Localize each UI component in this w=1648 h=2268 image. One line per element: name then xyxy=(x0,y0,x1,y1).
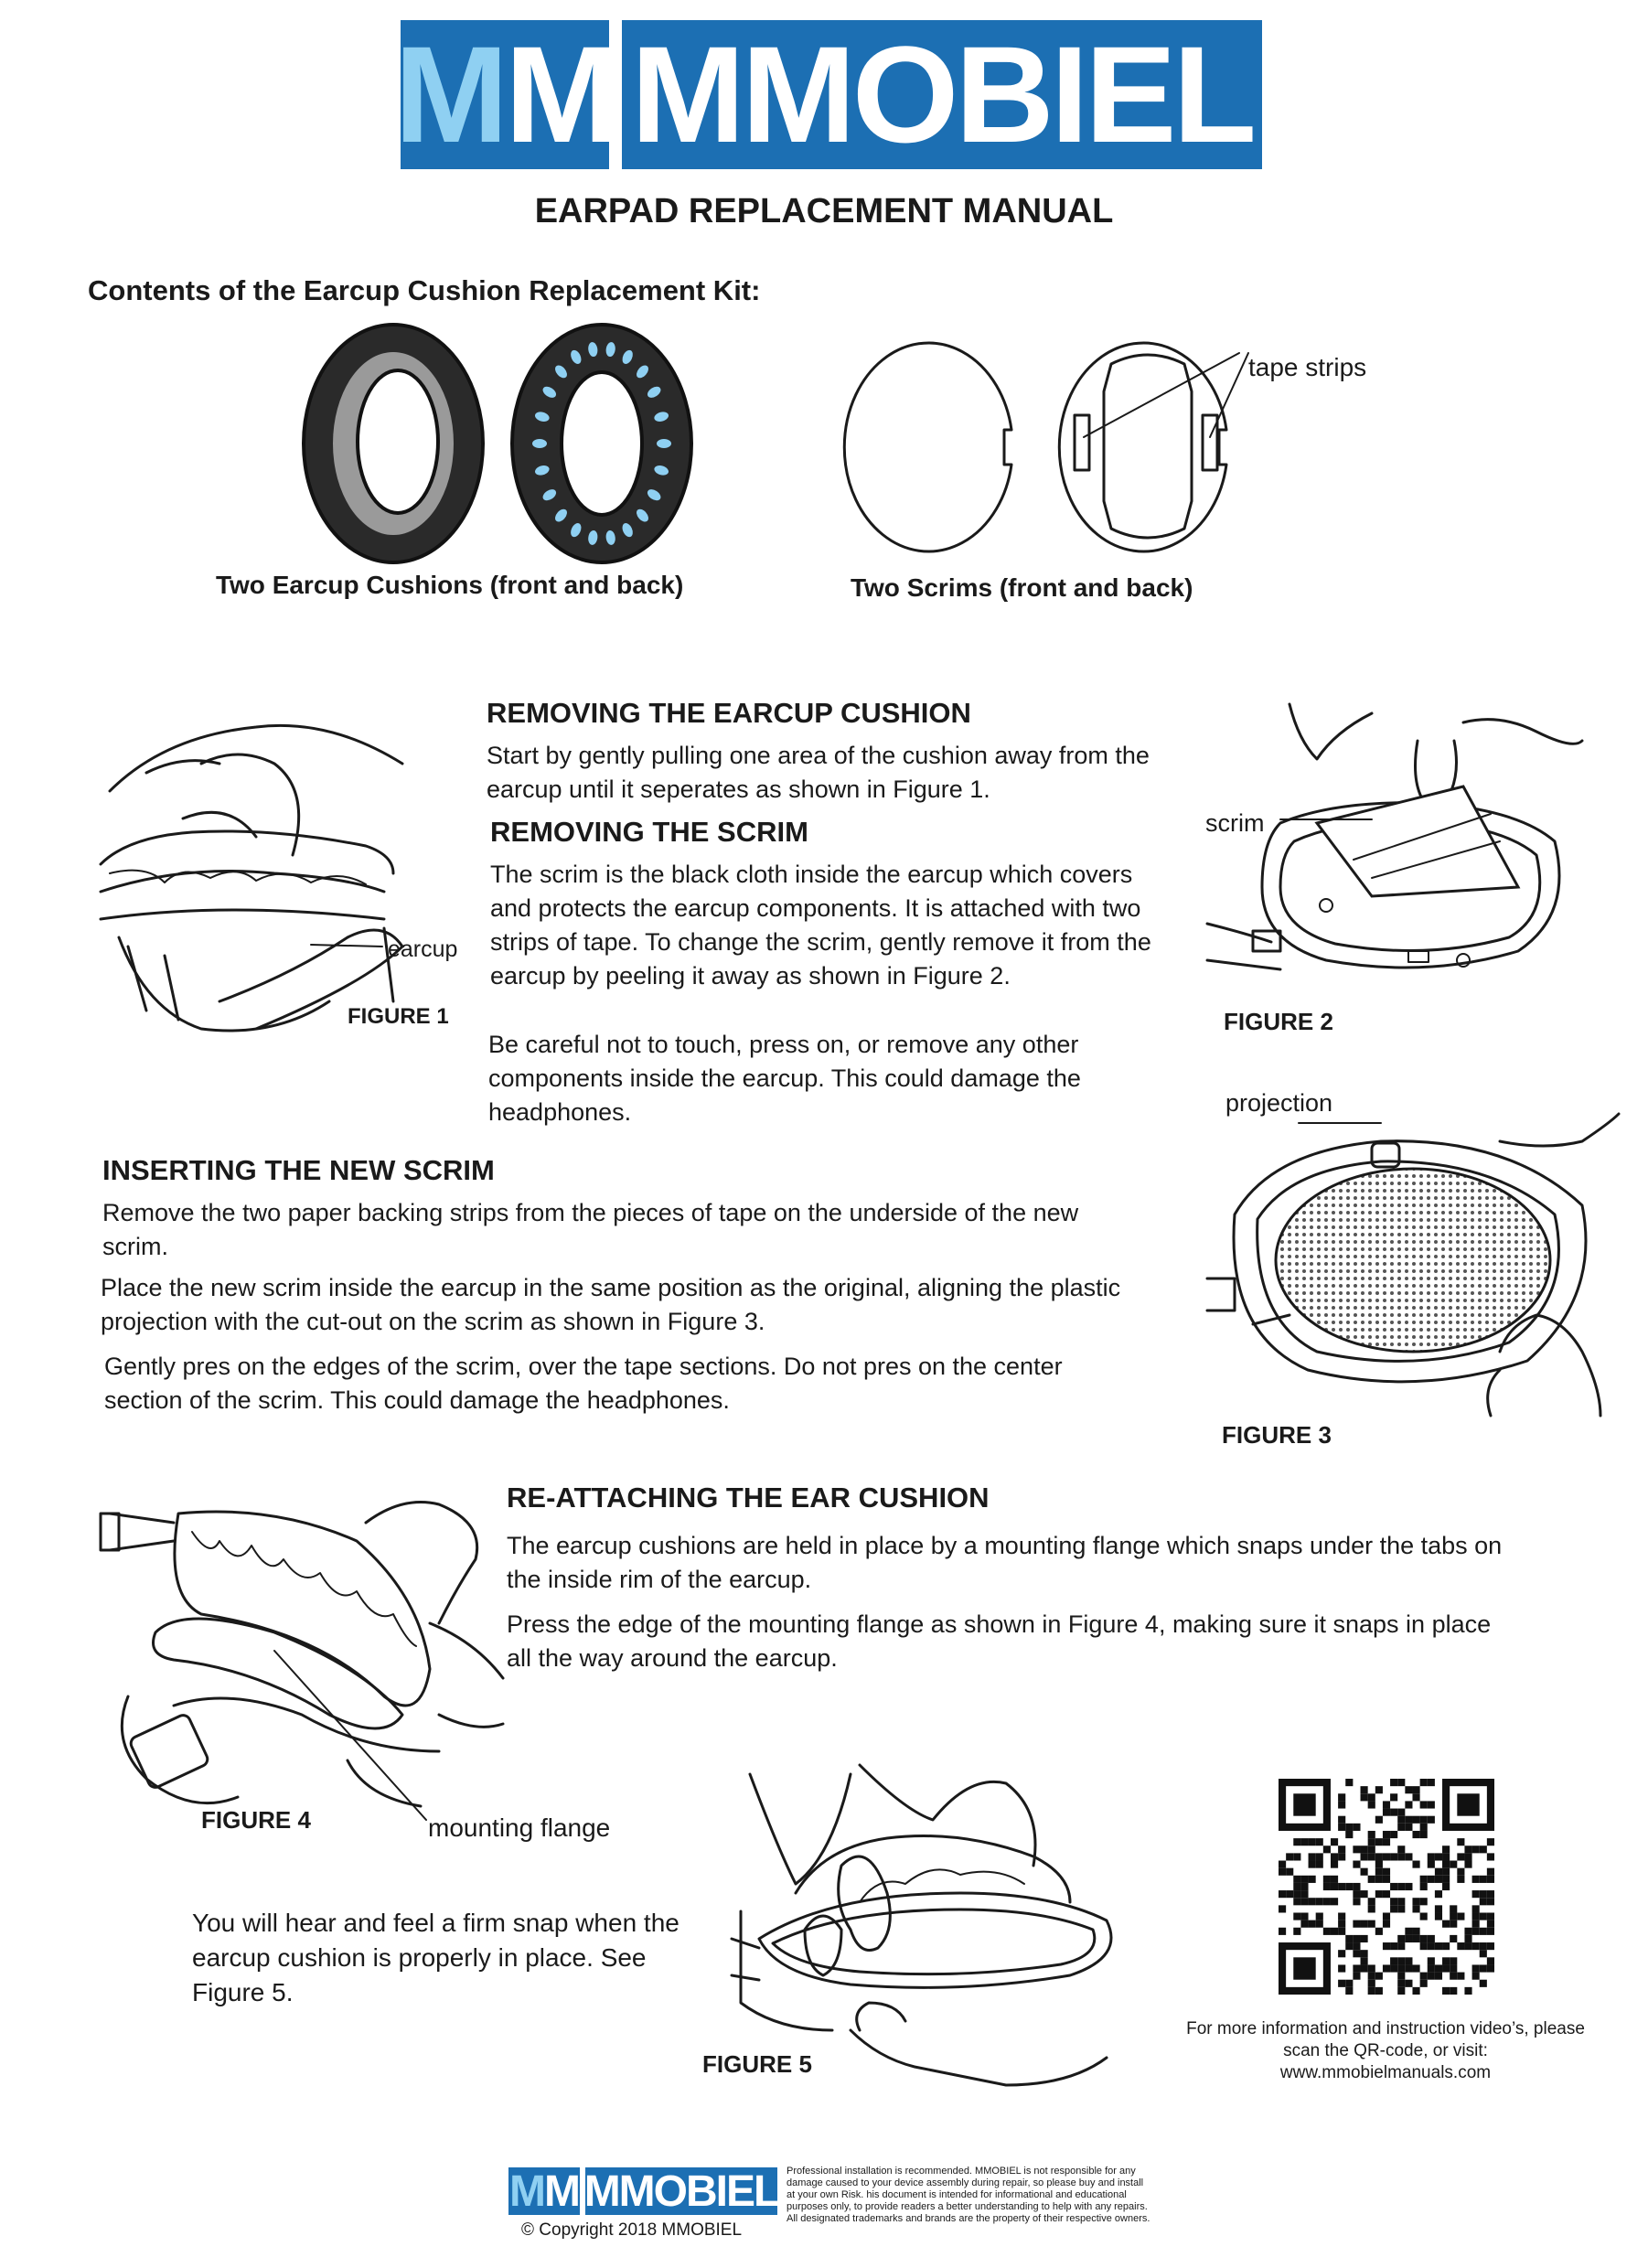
removing-scrim-heading: REMOVING THE SCRIM xyxy=(490,816,808,848)
qr-info-text: For more information and instruction video’s, please scan the QR-code, or visit: xyxy=(1186,2019,1585,2060)
figure-5-label: FIGURE 5 xyxy=(702,2050,812,2078)
mounting-flange-label: mounting flange xyxy=(428,1813,611,1842)
earcup-label: earcup xyxy=(388,936,458,962)
reattaching-text-1: The earcup cushions are held in place by a mounting flange which snaps under the tabs on the inside rim of the earcup. xyxy=(507,1532,1503,1593)
figure-4-illustration xyxy=(91,1486,512,1824)
page-title: EARPAD REPLACEMENT MANUAL xyxy=(534,192,1114,230)
removing-cushion-heading: REMOVING THE EARCUP CUSHION xyxy=(487,697,971,729)
cushion-front-illustration xyxy=(293,316,494,572)
logo-brand xyxy=(622,17,1262,171)
inserting-scrim-heading: INSERTING THE NEW SCRIM xyxy=(102,1154,495,1186)
inserting-scrim-text-1: Remove the two paper backing strips from the pieces of tape on the underside of the new scrim. xyxy=(102,1199,1079,1260)
scrims-caption: Two Scrims (front and back) xyxy=(851,573,1193,602)
cushion-hole xyxy=(657,439,671,448)
tape-strips-label: tape strips xyxy=(1248,353,1367,381)
removing-scrim-text-2: Be careful not to touch, press on, or remove any other components inside the earcup. This could damage the headphones. xyxy=(488,1031,1081,1126)
footer-logo-brand-text: MMOBIEL xyxy=(583,2166,779,2216)
figure-2-illustration xyxy=(1189,704,1591,997)
reattaching-heading: RE-ATTACHING THE EAR CUSHION xyxy=(507,1482,990,1514)
footer-disclaimer: Professional installation is recommended. MMOBIEL is not responsible for any damage caused to your device assembly during repair, so please buy and install at your own Risk. his document is intended for informational and educational purposes only, to provide readers a better understanding to help with any repairs. All designated trademarks and brands are the property of their respective owners. xyxy=(787,2166,1150,2224)
figure-1-label: FIGURE 1 xyxy=(348,1004,449,1029)
logo-mark: M M xyxy=(394,17,615,171)
figure-2-label: FIGURE 2 xyxy=(1224,1008,1333,1035)
footer-logo-brand xyxy=(585,2167,777,2215)
cushions-caption: Two Earcup Cushions (front and back) xyxy=(216,571,684,599)
logo-brand-text: MMOBIEL xyxy=(630,17,1254,171)
removing-cushion-text: Start by gently pulling one area of the cushion away from the earcup until it seperates as shown in Figure 1. xyxy=(487,742,1150,803)
footer-logo-mark: M M xyxy=(509,2166,579,2216)
projection-label: projection xyxy=(1225,1089,1333,1117)
scrim-label: scrim xyxy=(1205,809,1265,837)
scrim-front-illustration xyxy=(841,337,1024,556)
inserting-scrim-text-2: Place the new scrim inside the earcup in the same position as the original, aligning the plastic projection with the cut-out on the scrim as shown in Figure 3. xyxy=(101,1274,1121,1335)
removing-scrim-text-1: The scrim is the black cloth inside the earcup which covers and protects the earcup components. It is attached with two strips of tape. To change the scrim, gently remove it from the earcup by peeling it away as shown in Figure 2. xyxy=(490,861,1151,990)
scrim-back-illustration xyxy=(1056,337,1239,556)
figure-3-label: FIGURE 3 xyxy=(1222,1421,1332,1449)
cushion-back-illustration xyxy=(501,316,702,572)
reattaching-text-3: You will hear and feel a firm snap when the earcup cushion is properly in place. See Figure 5. xyxy=(192,1909,680,2006)
figure-1-illustration xyxy=(91,709,476,1047)
figure-3-illustration xyxy=(1198,1114,1619,1416)
inserting-scrim-text-3: Gently pres on the edges of the scrim, over the tape sections. Do not pres on the center section of the scrim. This could damage the headphones. xyxy=(104,1353,1063,1414)
contents-heading: Contents of the Earcup Cushion Replacement Kit: xyxy=(88,274,761,306)
reattaching-text-2: Press the edge of the mounting flange as shown in Figure 4, making sure it snaps in place all the way around the earcup. xyxy=(507,1610,1492,1672)
cushion-hole xyxy=(532,439,547,448)
figure-4-label: FIGURE 4 xyxy=(201,1806,311,1834)
qr-url-link[interactable]: www.mmobielmanuals.com xyxy=(1279,2063,1492,2082)
qr-code[interactable] xyxy=(1279,1779,1494,1995)
footer-copyright: © Copyright 2018 MMOBIEL xyxy=(521,2220,743,2240)
